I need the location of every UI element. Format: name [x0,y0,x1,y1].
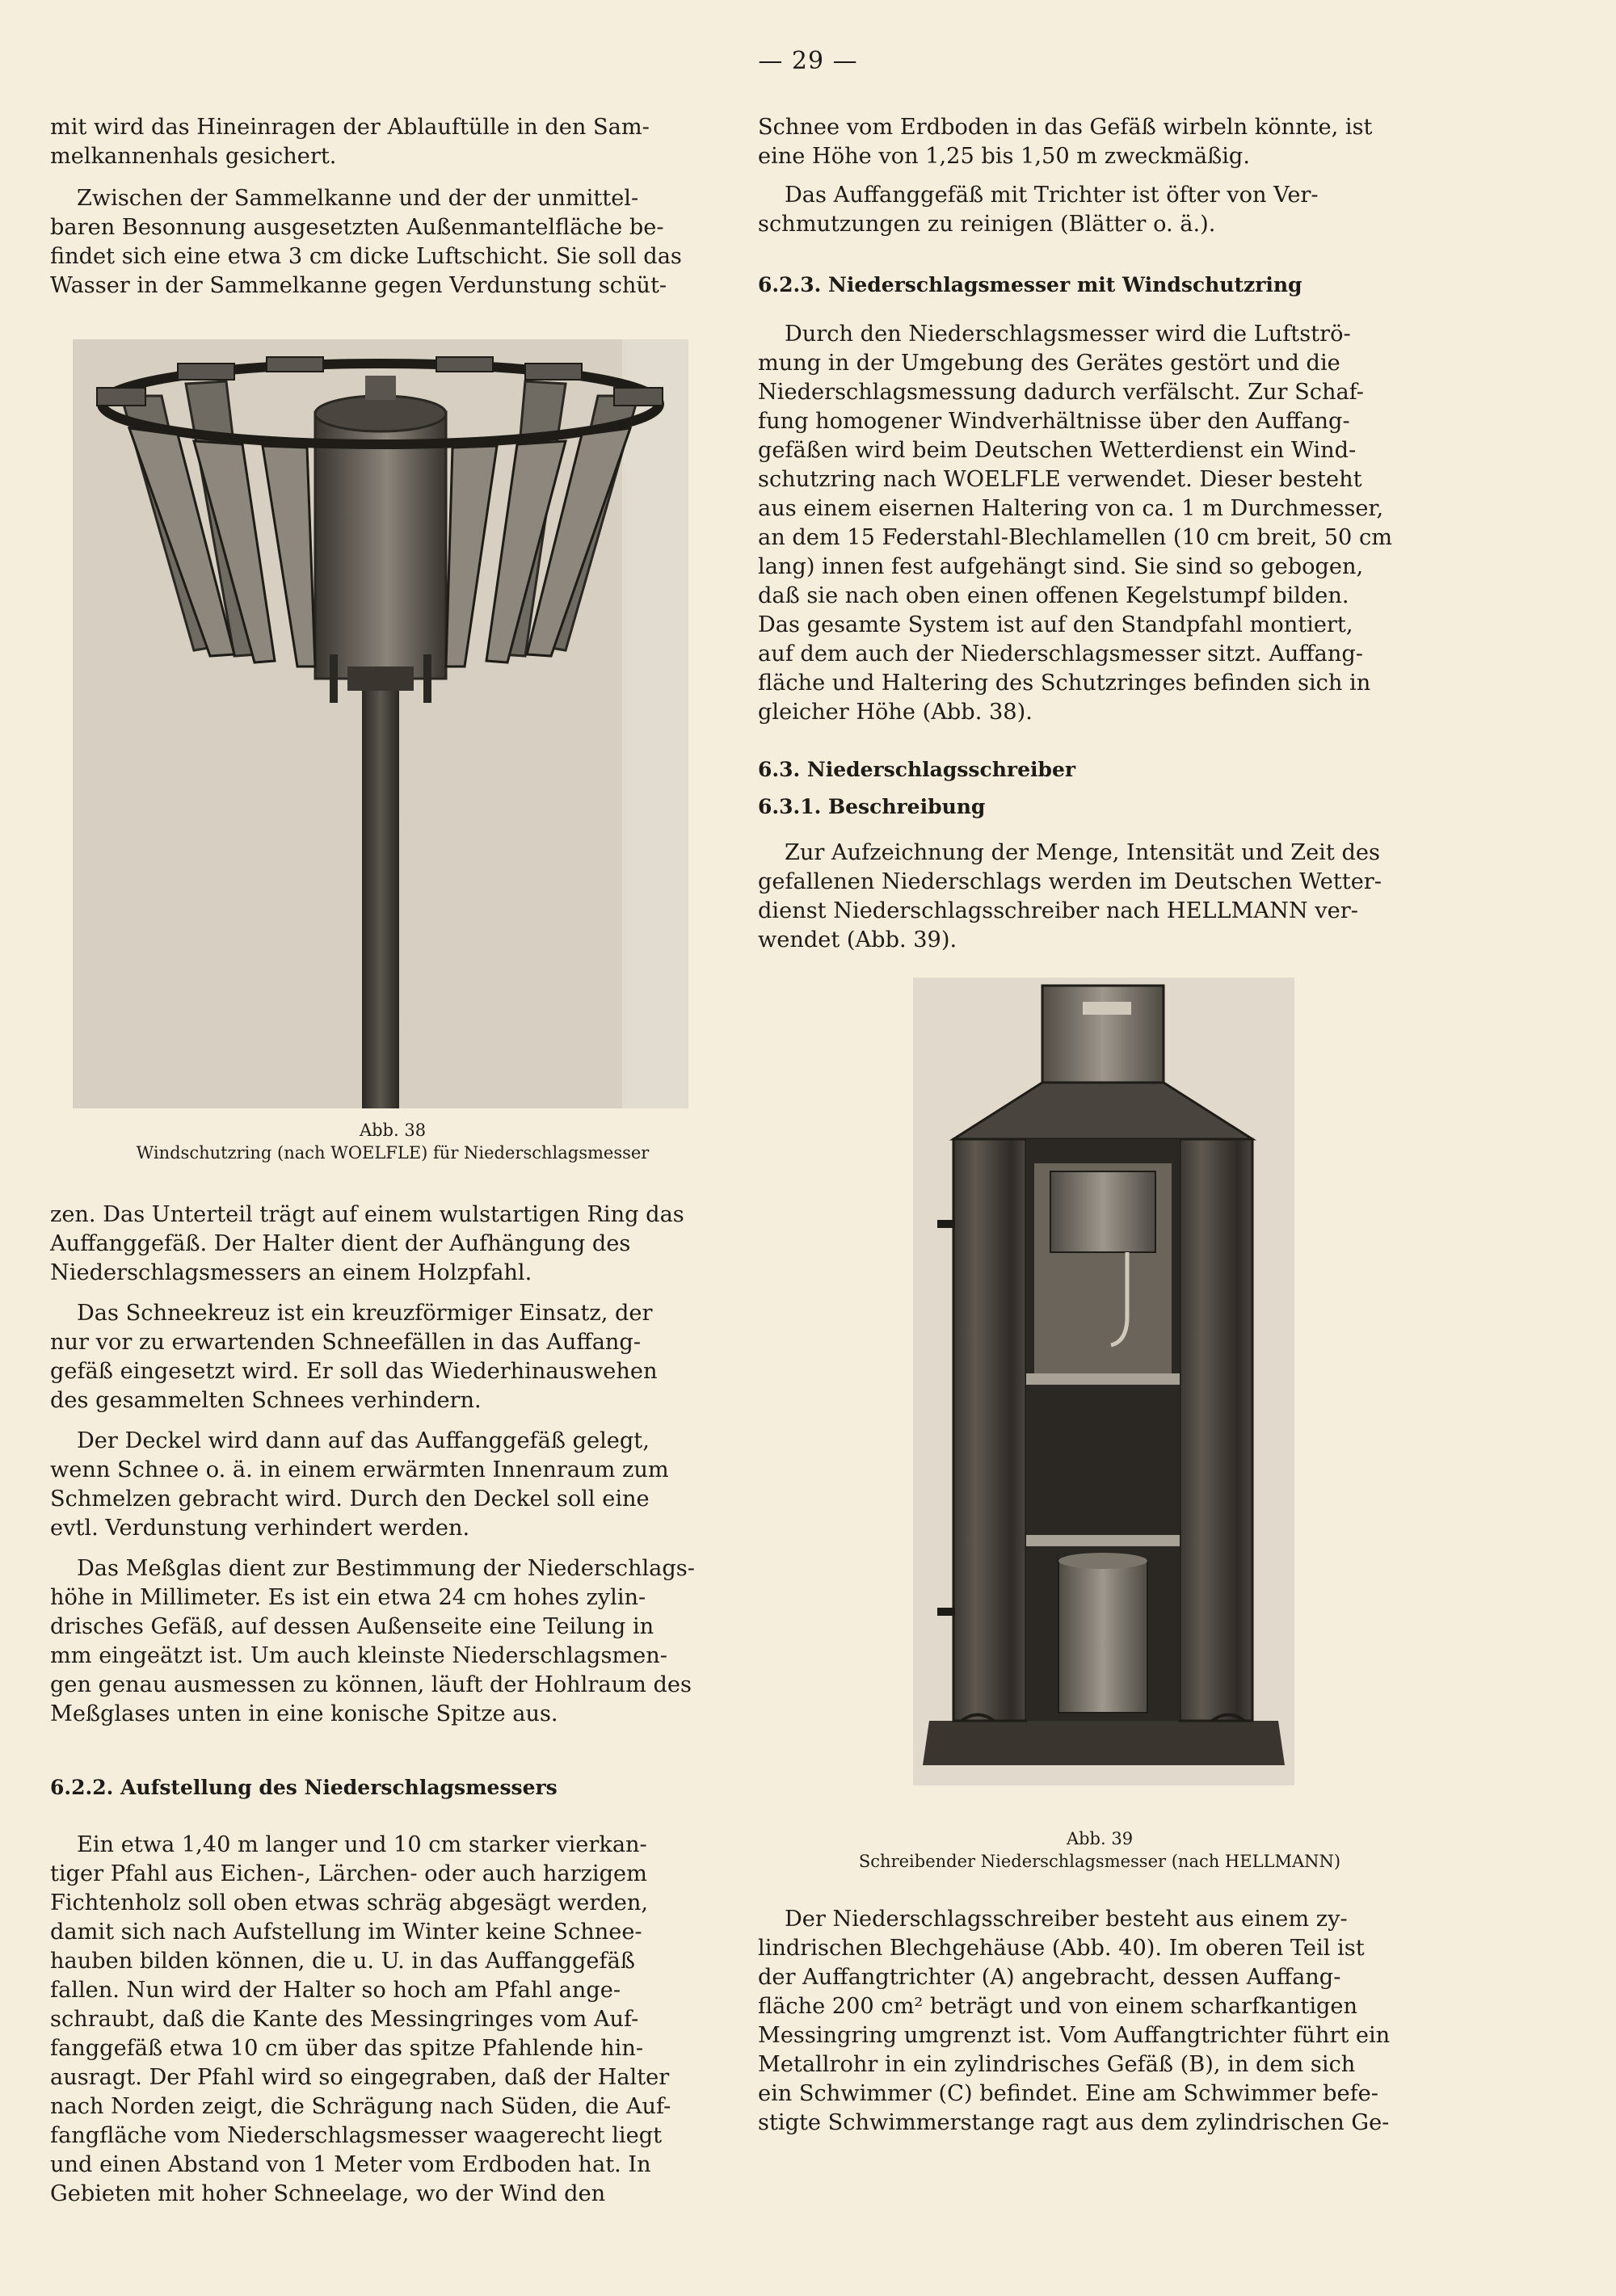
niederschlagsschreiber-illustration [913,978,1294,1785]
figure-niederschlagsschreiber-image [913,978,1294,1785]
figure-38-caption [50,1119,735,1164]
windschutzring-illustration [73,339,688,1108]
paragraph-reinigen: Das Auffanggefäß mit Trichter ist öfter von Ver- schmutzungen zu reinigen (Blätter o. ä.). [758,183,1319,237]
figure-39-title: Schreibender Niederschlagsmesser (nach HELLMANN) [858,1852,1341,1871]
paragraph-schneekreuz: Das Schneekreuz ist ein kreuzförmiger Einsatz, der nur vor zu erwartenden Schneefällen in das Auffang- gefäß eingesetzt wird. Er soll das Wiederhinauswehen des gesammelten Schnees verhindern. [50,1301,658,1413]
heading-6-3: 6.3. Niederschlagsschreiber [758,758,1076,781]
figure-39-number: Abb. 39 [1066,1829,1134,1848]
paragraph-niederschlagsschreiber: Zur Aufzeichnung der Menge, Intensität und Zeit des gefallenen Niederschlags werden im Deutschen Wetter- dienst Niederschlagsschreiber nach HELLMANN ver- wendet (Abb. 39). [758,840,1382,952]
page-number: — 29 — [758,47,858,75]
paragraph-blechgehaeuse: Der Niederschlagsschreiber besteht aus einem zy- lindrischen Blechgehäuse (Abb. 40). Im oberen Teil ist der Auffangtrichter (A) angebracht, dessen Auffang- fläche 200 cm² beträgt und von einem scharfkantigen Messingring umgrenzt ist. Vom Auffangtrichter führt ein Metallrohr in ein zylindrisches Gefäß (B), in dem sich ein Schwimmer (C) befindet. Eine am Schwimmer befe- stigte Schwimmerstange ragt aus dem zylindrischen Ge- [758,1907,1391,2135]
right-column-top [758,113,1441,955]
paragraph-schnee-hoehe: Schnee vom Erdboden in das Gefäß wirbeln könnte, ist eine Höhe von 1,25 bis 1,50 m zweckmäßig. [758,115,1373,169]
heading-6-3-1: 6.3.1. Beschreibung [758,795,986,818]
paragraph-messglas: Das Meßglas dient zur Bestimmung der Niederschlags- höhe in Millimeter. Es ist ein etwa 24 cm hohes zylin- drisches Gefäß, auf dessen Außenseite eine Teilung in mm eingeätzt ist. Um auch kleinste Niederschlagsmen- gen genau ausmessen zu können, läuft der Hohlraum des Meßglases unten in eine konische Spitze aus. [50,1556,695,1726]
left-column-top [50,113,735,301]
heading-6-2-3: 6.2.3. Niederschlagsmesser mit Windschutzring [758,273,1302,296]
paragraph-intro: mit wird das Hineinragen der Ablauftülle in den Sam- melkannenhals gesichert. [50,115,650,169]
figure-windschutzring-image [73,339,688,1108]
figure-38-number: Abb. 38 [359,1121,427,1140]
paragraph-aufstellung: Ein etwa 1,40 m langer und 10 cm starker vierkan- tiger Pfahl aus Eichen-, Lärchen- oder auch harzigem Fichtenholz soll oben etwas schräg abgesägt werden, damit sich nach Aufstellung im Winter keine Schnee- hauben bilden können, die u. U. in das Auffanggefäß fallen. Nun wird der Halter so hoch am Pfahl ange- schraubt, daß die Kante des Messingringes vom Auf- fanggefäß etwa 10 cm über das spitze Pfahlende hin- ausragt. Der Pfahl wird so eingegraben, daß der Halter nach Norden zeigt, die Schrägung nach Süden, die Auf- fangfläche vom Niederschlagsmesser waagerecht liegt und einen Abstand von 1 Meter vom Erdboden hat. In Gebieten mit hoher Schneelage, wo der Wind den [50,1832,671,2206]
paragraph-unterteil: zen. Das Unterteil trägt auf einem wulstartigen Ring das Auffanggefäß. Der Halter dient der Aufhängung des Niederschlagsmessers an einem Holzpfahl. [50,1202,684,1285]
paragraph-windschutzring: Durch den Niederschlagsmesser wird die Luftströ- mung in der Umgebung des Gerätes gestört und die Niederschlagsmessung dadurch verfälscht. Zur Schaf- fung homogener Windverhältnisse über den Auffang- gefäßen wird beim Deutschen Wetterdienst ein Wind- schutzring nach WOELFLE verwendet. Dieser besteht aus einem eisernen Haltering von ca. 1 m Durchmesser, an dem 15 Federstahl-Blechlamellen (10 cm breit, 50 cm lang) innen fest aufgehängt sind. Sie sind so gebogen, daß sie nach oben einen offenen Kegelstumpf bilden. Das gesamte System ist auf den Standpfahl montiert, auf dem auch der Niederschlagsmesser sitzt. Auffang- fläche und Haltering des Schutzringes befinden sich in gleicher Höhe (Abb. 38). [758,322,1392,725]
figure-39-caption [758,1827,1441,1873]
left-column-bottom [50,1201,735,2209]
paragraph-deckel: Der Deckel wird dann auf das Auffanggefäß gelegt, wenn Schnee o. ä. in einem erwärmten Innenraum zum Schmelzen gebracht wird. Durch den Deckel soll eine evtl. Verdunstung verhindert werden. [50,1428,669,1541]
heading-6-2-2: 6.2.2. Aufstellung des Niederschlagsmessers [50,1776,558,1799]
figure-38-title: Windschutzring (nach WOELFLE) für Niederschlagsmesser [136,1143,650,1163]
right-column-bottom [758,1905,1441,2138]
paragraph-luftschicht: Zwischen der Sammelkanne und der der unmittel- baren Besonnung ausgesetzten Außenmantelfläche be- findet sich eine etwa 3 cm dicke Luftschicht. Sie soll das Wasser in der Sammelkanne gegen Verdunstung schüt- [50,186,682,298]
